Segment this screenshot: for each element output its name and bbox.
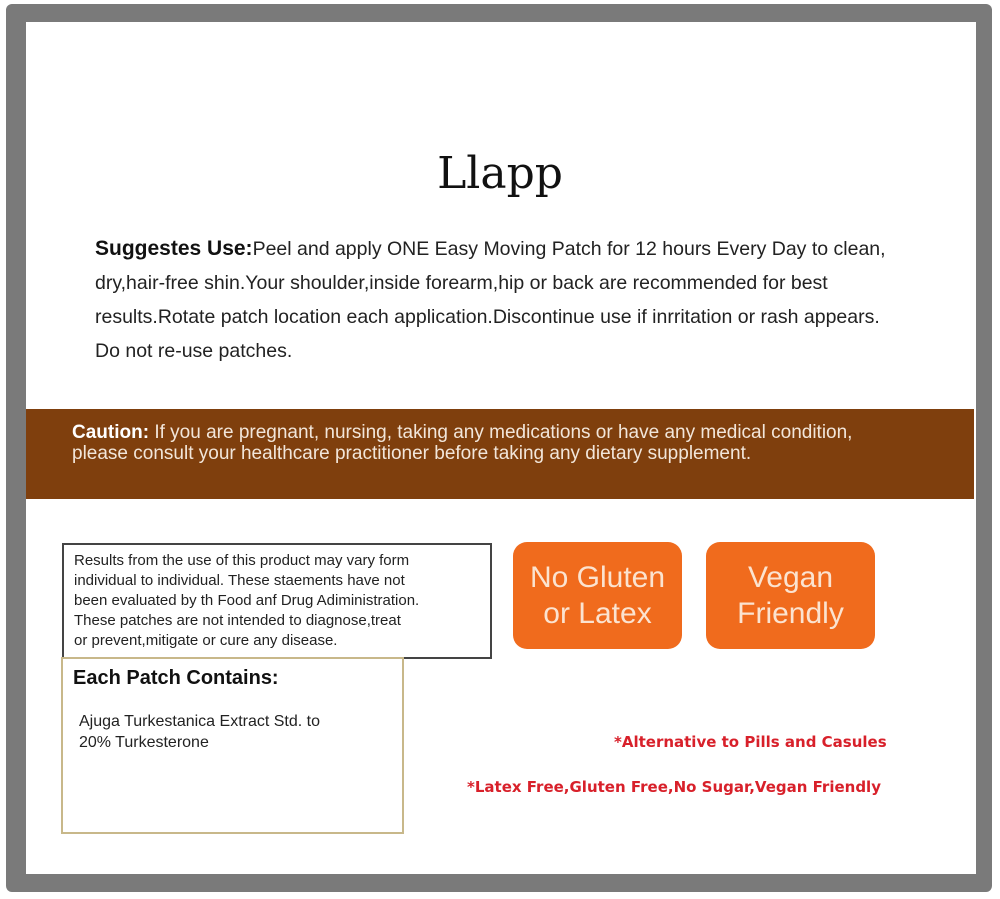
usage-line: results.Rotate patch location each application.Discontinue use if inrritation or rash appears. (95, 306, 880, 328)
usage-line: Do not re-use patches. (95, 340, 293, 362)
caution-text (72, 422, 952, 464)
ingredients-title: Each Patch Contains: (73, 667, 279, 689)
ingredient-line: 20% Turkesterone (79, 734, 209, 751)
disclaimer-line: Results from the use of this product may vary form (74, 552, 410, 569)
disclaimer-line: been evaluated by th Food anf Drug Adiministration. (74, 592, 420, 609)
no-gluten-badge: No Gluten or Latex (513, 542, 682, 649)
ingredients-list (79, 711, 379, 753)
disclaimer-line: These patches are not intended to diagnose,treat (74, 612, 401, 629)
caution-line: please consult your healthcare practitioner before taking any dietary supplement. (72, 443, 752, 464)
ingredients-box (61, 657, 404, 834)
caution-line: Caution: If you are pregnant, nursing, taking any medications or have any medical condition, (72, 422, 853, 443)
usage-line: Suggestes Use:Peel and apply ONE Easy Moving Patch for 12 hours Every Day to clean, (95, 237, 886, 260)
usage-line: dry,hair-free shin.Your shoulder,inside forearm,hip or back are recommended for best (95, 272, 828, 294)
ingredient-line: Ajuga Turkestanica Extract Std. to (79, 713, 321, 730)
disclaimer-line: or prevent,mitigate or cure any disease. (74, 632, 338, 649)
disclaimer-box (62, 543, 492, 659)
free-from-note: *Latex Free,Gluten Free,No Sugar,Vegan Friendly (467, 778, 881, 796)
vegan-badge: Vegan Friendly (706, 542, 875, 649)
suggested-use (95, 232, 975, 368)
usage-label: Suggestes Use: (95, 237, 253, 260)
alternative-note: *Alternative to Pills and Casules (614, 733, 887, 751)
brand-title: Llapp (437, 148, 563, 199)
caution-label: Caution: (72, 422, 150, 443)
disclaimer-line: individual to individual. These staements have not (74, 572, 405, 589)
